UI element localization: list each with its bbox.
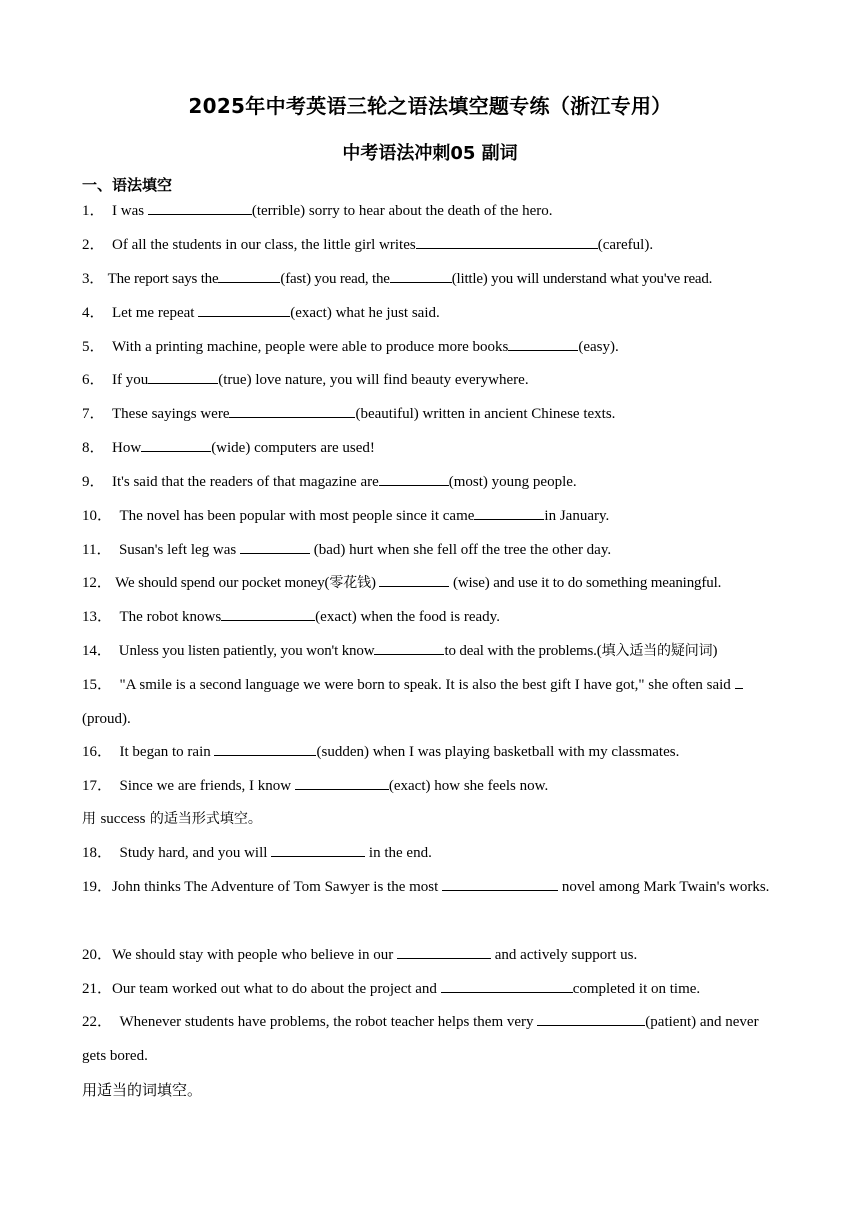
question-1: 1． I was (terrible) sorry to hear about the death of the hero. <box>82 195 782 229</box>
answer-blank[interactable] <box>379 471 449 486</box>
page-subtitle: 中考语法冲刺05 副词 <box>342 143 518 164</box>
answer-blank[interactable] <box>537 1011 645 1026</box>
question-14: 14． Unless you listen patiently, you won't know to deal with the problems.(填入适当的疑问词) <box>82 635 782 669</box>
answer-blank[interactable] <box>221 606 315 621</box>
question-21: 21．Our team worked out what to do about the project and completed it on time. <box>82 973 782 1007</box>
answer-blank[interactable] <box>474 505 544 520</box>
answer-blank[interactable] <box>441 978 573 993</box>
question-17: 17． Since we are friends, I know (exact) how she feels now. <box>82 770 782 804</box>
answer-blank[interactable] <box>218 268 280 283</box>
answer-blank[interactable] <box>141 437 211 452</box>
section-heading: 一、语法填空 <box>82 176 173 194</box>
question-16: 16． It began to rain (sudden) when I was playing basketball with my classmates. <box>82 736 782 770</box>
question-7: 7． These sayings were (beautiful) written in ancient Chinese texts. <box>82 398 782 432</box>
question-10: 10． The novel has been popular with most people since it came in January. <box>82 500 782 534</box>
question-15: 15． "A smile is a second language we were born to speak. It is also the best gift I have got," she often said (proud). <box>82 669 782 737</box>
answer-blank[interactable] <box>295 775 389 790</box>
answer-blank[interactable] <box>148 200 252 215</box>
answer-blank[interactable] <box>229 403 355 418</box>
answer-blank[interactable] <box>240 539 310 554</box>
answer-blank[interactable] <box>214 741 316 756</box>
answer-blank[interactable] <box>508 336 578 351</box>
answer-blank[interactable] <box>735 674 743 689</box>
question-8: 8． How (wide) computers are used! <box>82 432 782 466</box>
question-9: 9． It's said that the readers of that magazine are (most) young people. <box>82 466 782 500</box>
answer-blank[interactable] <box>390 268 452 283</box>
question-5: 5． With a printing machine, people were able to produce more books (easy). <box>82 331 782 365</box>
answer-blank[interactable] <box>374 640 444 655</box>
answer-blank[interactable] <box>198 302 290 317</box>
answer-blank[interactable] <box>379 572 449 587</box>
answer-blank[interactable] <box>271 842 365 857</box>
answer-blank[interactable] <box>442 876 558 891</box>
answer-blank[interactable] <box>397 944 491 959</box>
question-11: 11． Susan's left leg was (bad) hurt when she fell off the tree the other day. <box>82 534 782 568</box>
instruction-note: 用 success 的适当形式填空。 <box>82 811 262 827</box>
question-4: 4． Let me repeat (exact) what he just said. <box>82 297 782 331</box>
question-3: 3． The report says the (fast) you read, the (little) you will understand what you've read. <box>82 263 782 297</box>
question-18: 18． Study hard, and you will in the end. <box>82 837 782 871</box>
question-12: 12． We should spend our pocket money(零花钱) (wise) and use it to do something meaningful. <box>82 567 782 601</box>
question-19: 19．John thinks The Adventure of Tom Sawyer is the most novel among Mark Twain's works. <box>82 871 782 905</box>
question-6: 6． If you (true) love nature, you will find beauty everywhere. <box>82 364 782 398</box>
answer-blank[interactable] <box>416 234 598 249</box>
question-13: 13． The robot knows (exact) when the food is ready. <box>82 601 782 635</box>
question-20: 20．We should stay with people who believe in our and actively support us. <box>82 939 782 973</box>
answer-blank[interactable] <box>148 369 218 384</box>
instruction-note-2: 用适当的词填空。 <box>82 1081 203 1099</box>
page-title: 2025年中考英语三轮之语法填空题专练（浙江专用） <box>188 94 672 118</box>
question-2: 2． Of all the students in our class, the little girl writes (careful). <box>82 229 782 263</box>
question-22: 22． Whenever students have problems, the robot teacher helps them very (patient) and never gets bored. <box>82 1006 782 1074</box>
